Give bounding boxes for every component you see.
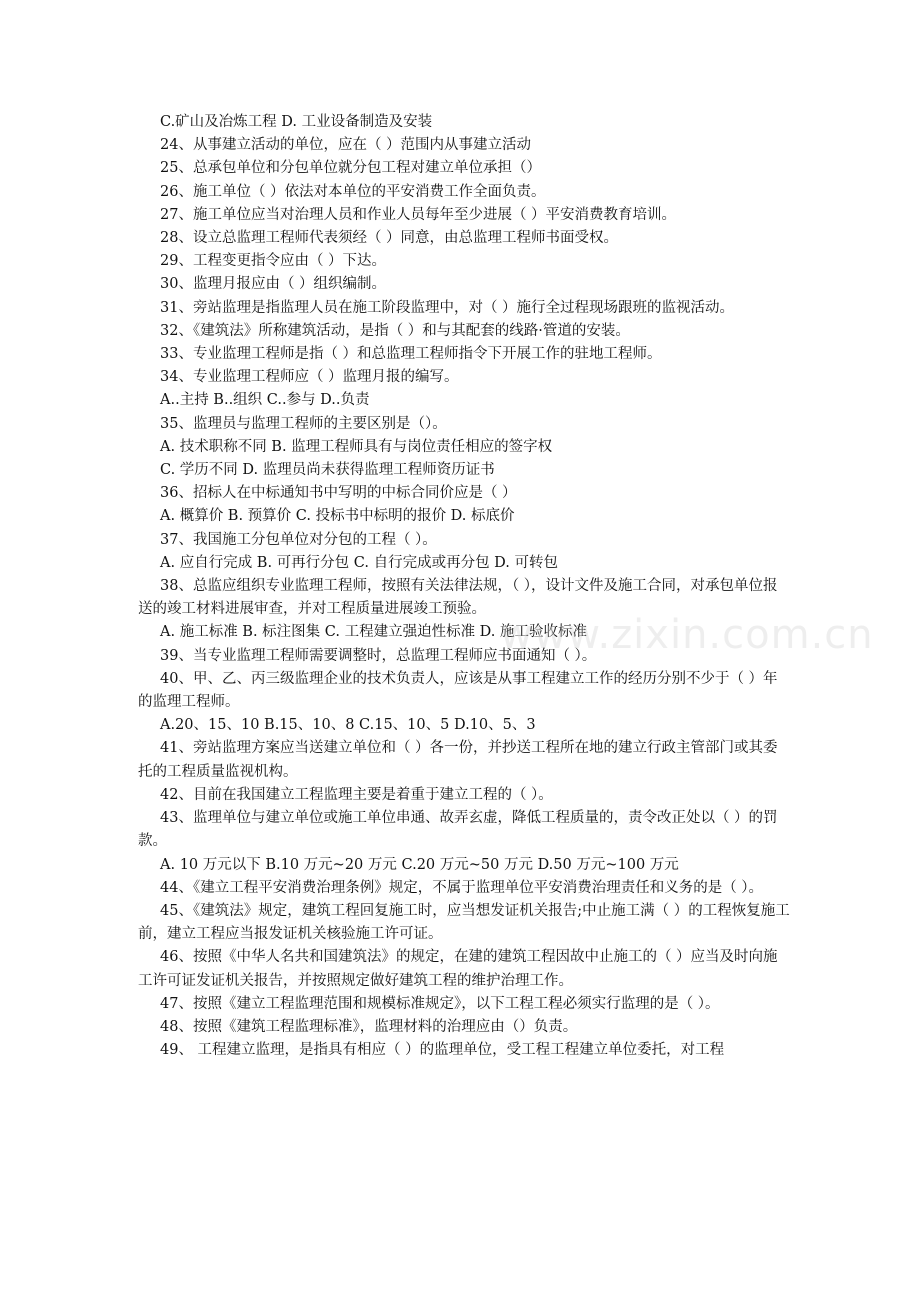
text-line: 49、 工程建立监理，是指具有相应（ ）的监理单位，受工程工程建立单位委托，对工程 (160, 1042, 725, 1059)
text-line: 31、旁站监理是指监理人员在施工阶段监理中，对（ ）施行全过程现场跟班的监视活动。 (160, 299, 735, 316)
text-line: 30、监理月报应由（ ）组织编制。 (160, 276, 387, 293)
text-line: 46、按照《中华人名共和国建筑法》的规定，在建的建筑工程因故中止施工的（ ）应当及时向施工许可证发证机关报告，并按照规定做好建筑工程的维护治理工作。 (138, 949, 778, 989)
text-line: 48、按照《建筑工程监理标准》，监理材料的治理应由（）负责。 (160, 1018, 578, 1035)
text-line: 35、监理员与监理工程师的主要区别是（）。 (160, 415, 447, 432)
text-line: 25、总承包单位和分包单位就分包工程对建立单位承担（） (160, 160, 541, 177)
document-body (138, 111, 790, 1062)
text-line: 24、从事建立活动的单位，应在（ ）范围内从事建立活动 (160, 137, 532, 154)
text-line: 34、专业监理工程师应（ ）监理月报的编写。 (160, 369, 459, 386)
text-line: 29、工程变更指令应由（ ）下达。 (160, 253, 387, 270)
text-line: 33、专业监理工程师是指（ ）和总监理工程师指令下开展工作的驻地工程师。 (160, 346, 662, 363)
text-line: 47、按照《建立工程监理范围和规模标准规定》，以下工程工程必须实行监理的是（ ）。 (160, 995, 720, 1012)
text-line: A.20、15、10 B.15、10、8 C.15、10、5 D.10、5、3 (160, 717, 536, 734)
text-line: 36、招标人在中标通知书中写明的中标合同价应是（ ） (160, 485, 517, 502)
watermark: www.zixin.com.cn (500, 612, 874, 658)
text-line: 37、我国施工分包单位对分包的工程（ ）。 (160, 531, 437, 548)
text-line: A. 10 万元以下 B.10 万元~20 万元 C.20 万元~50 万元 D.50 万元~100 万元 (160, 856, 679, 873)
text-line: 32、《建筑法》所称建筑活动，是指（ ）和与其配套的线路·管道的安装。 (160, 322, 630, 339)
text-line: 27、施工单位应当对治理人员和作业人员每年至少进展（ ）平安消费教育培训。 (160, 206, 677, 223)
text-line: 41、旁站监理方案应当送建立单位和（ ）各一份，并抄送工程所在地的建立行政主管部门或其委托的工程质量监视机构。 (138, 740, 778, 780)
text-line: 44、《建立工程平安消费治理条例》规定，不属于监理单位平安消费治理责任和义务的是（ ）。 (160, 879, 764, 896)
text-line: 40、甲、乙、丙三级监理企业的技术负责人，应该是从事工程建立工作的经历分别不少于（ ）年的监理工程师。 (138, 670, 778, 711)
text-line: 38、总监应组织专业监理工程师，按照有关法律法规，（ ），设计文件及施工合同，对承包单位报送的竣工材料进展审查，并对工程质量进展竣工预验。 (138, 578, 778, 618)
text-line: 42、目前在我国建立工程监理主要是着重于建立工程的（ ）。 (160, 786, 553, 803)
text-line: A. 技术职称不同 B. 监理工程师具有与岗位责任相应的签字权 (160, 438, 553, 455)
text-line: 45、《建筑法》规定，建筑工程回复施工时，应当想发证机关报告;中止施工满（ ）的工程恢复施工前，建立工程应当报发证机关核验施工许可证。 (138, 902, 790, 943)
text-line: 39、当专业监理工程师需要调整时，总监理工程师应书面通知（ ）。 (160, 647, 597, 664)
text-line: A. 应自行完成 B. 可再行分包 C. 自行完成或再分包 D. 可转包 (160, 554, 559, 571)
text-line: C.矿山及冶炼工程 D. 工业设备制造及安装 (160, 114, 433, 130)
text-line: 28、设立总监理工程师代表须经（ ）同意，由总监理工程师书面受权。 (160, 230, 619, 247)
text-line: A. 施工标准 B. 标注图集 C. 工程建立强迫性标准 D. 施工验收标准 (160, 624, 588, 641)
text-line: A. 概算价 B. 预算价 C. 投标书中标明的报价 D. 标底价 (160, 508, 515, 525)
text-line: 43、监理单位与建立单位或施工单位串通、故弄玄虚，降低工程质量的，责令改正处以（ ）的罚款。 (138, 810, 778, 850)
text-line: C. 学历不同 D. 监理员尚未获得监理工程师资历证书 (160, 462, 495, 479)
text-line: 26、施工单位（ ）依法对本单位的平安消费工作全面负责。 (160, 183, 546, 200)
text-line: A..主持 B..组织 C..参与 D..负责 (160, 392, 370, 409)
